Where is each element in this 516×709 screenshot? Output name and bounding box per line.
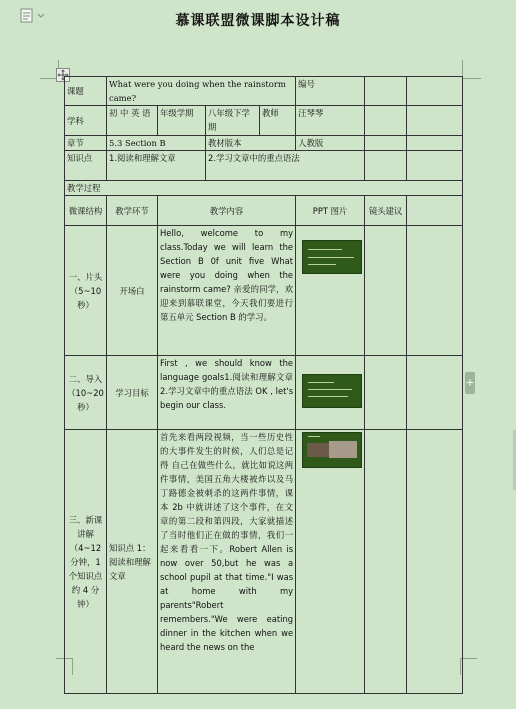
table-row [65, 356, 463, 430]
ppt-thumbnail[interactable] [302, 240, 362, 274]
table-row [65, 77, 463, 106]
topic-value[interactable]: What were you doing when the rainstorm came? [107, 77, 296, 106]
grade-label: 年级学期 [158, 106, 206, 136]
table-row [65, 136, 463, 151]
camera-cell[interactable] [365, 356, 407, 430]
row-content[interactable]: First , we should know the language goals1.阅读和理解文章 2.学习文章中的重点语法 OK , let's begin our class. [158, 356, 296, 430]
edition-value[interactable]: 人教版 [296, 136, 365, 151]
ppt-cell [296, 430, 365, 694]
empty-cell [407, 356, 463, 430]
camera-cell[interactable] [365, 430, 407, 694]
empty-cell [365, 136, 407, 151]
grade-value[interactable]: 八年级下学期 [206, 106, 260, 136]
column-header-structure: 微课结构 [65, 196, 107, 226]
table-header-row [65, 196, 463, 226]
empty-cell [407, 136, 463, 151]
subject-label: 学科 [65, 106, 107, 136]
row-content[interactable]: Hello, welcome to my class.Today we will learn the Section B 0f unit five What were you doing when the rainstorm came? 亲爱的同学，欢迎来到慕联课堂，今天我们要进行第五单元 Section B 的学习。 [158, 226, 296, 356]
code-label: 编号 [296, 77, 365, 106]
row-structure: 三、新课讲解（4~12 分钟，1个知识点约 4 分钟） [65, 430, 107, 694]
empty-cell [407, 430, 463, 694]
empty-cell [407, 77, 463, 106]
document-title: 慕课联盟微课脚本设计稿 [175, 13, 341, 29]
table-row [65, 151, 463, 181]
row-content[interactable]: 首先来看两段视频，当一些历史性的大事件发生的时候，人们总是记得 自己在做些什么，就比如说这两件事情，美国五角大楼被炸以及马丁路德金被刺杀的这两件事情，课本 2b 中就讲述了这个事件，在文章的第二段和第四段，大家就描述了当时他们正在做的事情，我们一起来看看一下。Robert Allen is now over 50,but he was a school pupil at that time."I was at home with my parents"Robert remembers."We were eating dinner in the kitchen when we heard the news on the [158, 430, 296, 694]
column-header-step: 教学环节 [107, 196, 158, 226]
empty-cell [407, 196, 463, 226]
column-header-ppt: PPT 图片 [296, 196, 365, 226]
teacher-label: 教师 [260, 106, 296, 136]
script-table [64, 76, 463, 694]
expand-panel-icon[interactable]: + [465, 372, 475, 394]
empty-cell [407, 151, 463, 181]
row-structure: 一、片头（5~10秒） [65, 226, 107, 356]
ppt-thumbnail[interactable] [302, 374, 362, 408]
column-header-camera: 镜头建议 [365, 196, 407, 226]
ppt-cell [296, 356, 365, 430]
ppt-thumbnail[interactable] [302, 432, 362, 468]
code-value[interactable] [365, 77, 407, 106]
ppt-cell [296, 226, 365, 356]
table-row [65, 106, 463, 136]
empty-cell [365, 151, 407, 181]
row-step: 知识点 1：阅读和理解文章 [107, 430, 158, 694]
knowledge-label: 知识点 [65, 151, 107, 181]
camera-cell[interactable] [365, 226, 407, 356]
row-structure: 二、导入（10~20 秒） [65, 356, 107, 430]
topic-label: 课题 [65, 77, 107, 106]
section-label: 章节 [65, 136, 107, 151]
table-row [65, 430, 463, 694]
empty-cell [407, 106, 463, 136]
section-value[interactable]: 5.3 Section B [107, 136, 206, 151]
column-header-content: 教学内容 [158, 196, 296, 226]
knowledge-point-2[interactable]: 2.学习文章中的重点语法 [206, 151, 365, 181]
knowledge-point-1[interactable]: 1.阅读和理解文章 [107, 151, 206, 181]
table-row [65, 181, 463, 196]
process-label: 教学过程 [65, 181, 463, 196]
teacher-value[interactable]: 汪琴琴 [296, 106, 365, 136]
row-step: 开场白 [107, 226, 158, 356]
empty-cell [365, 106, 407, 136]
empty-cell [407, 226, 463, 356]
table-row [65, 226, 463, 356]
crop-mark-top-right [462, 60, 481, 79]
subject-value[interactable]: 初 中 英 语 [107, 106, 158, 136]
edition-label: 教材版本 [206, 136, 296, 151]
row-step: 学习目标 [107, 356, 158, 430]
